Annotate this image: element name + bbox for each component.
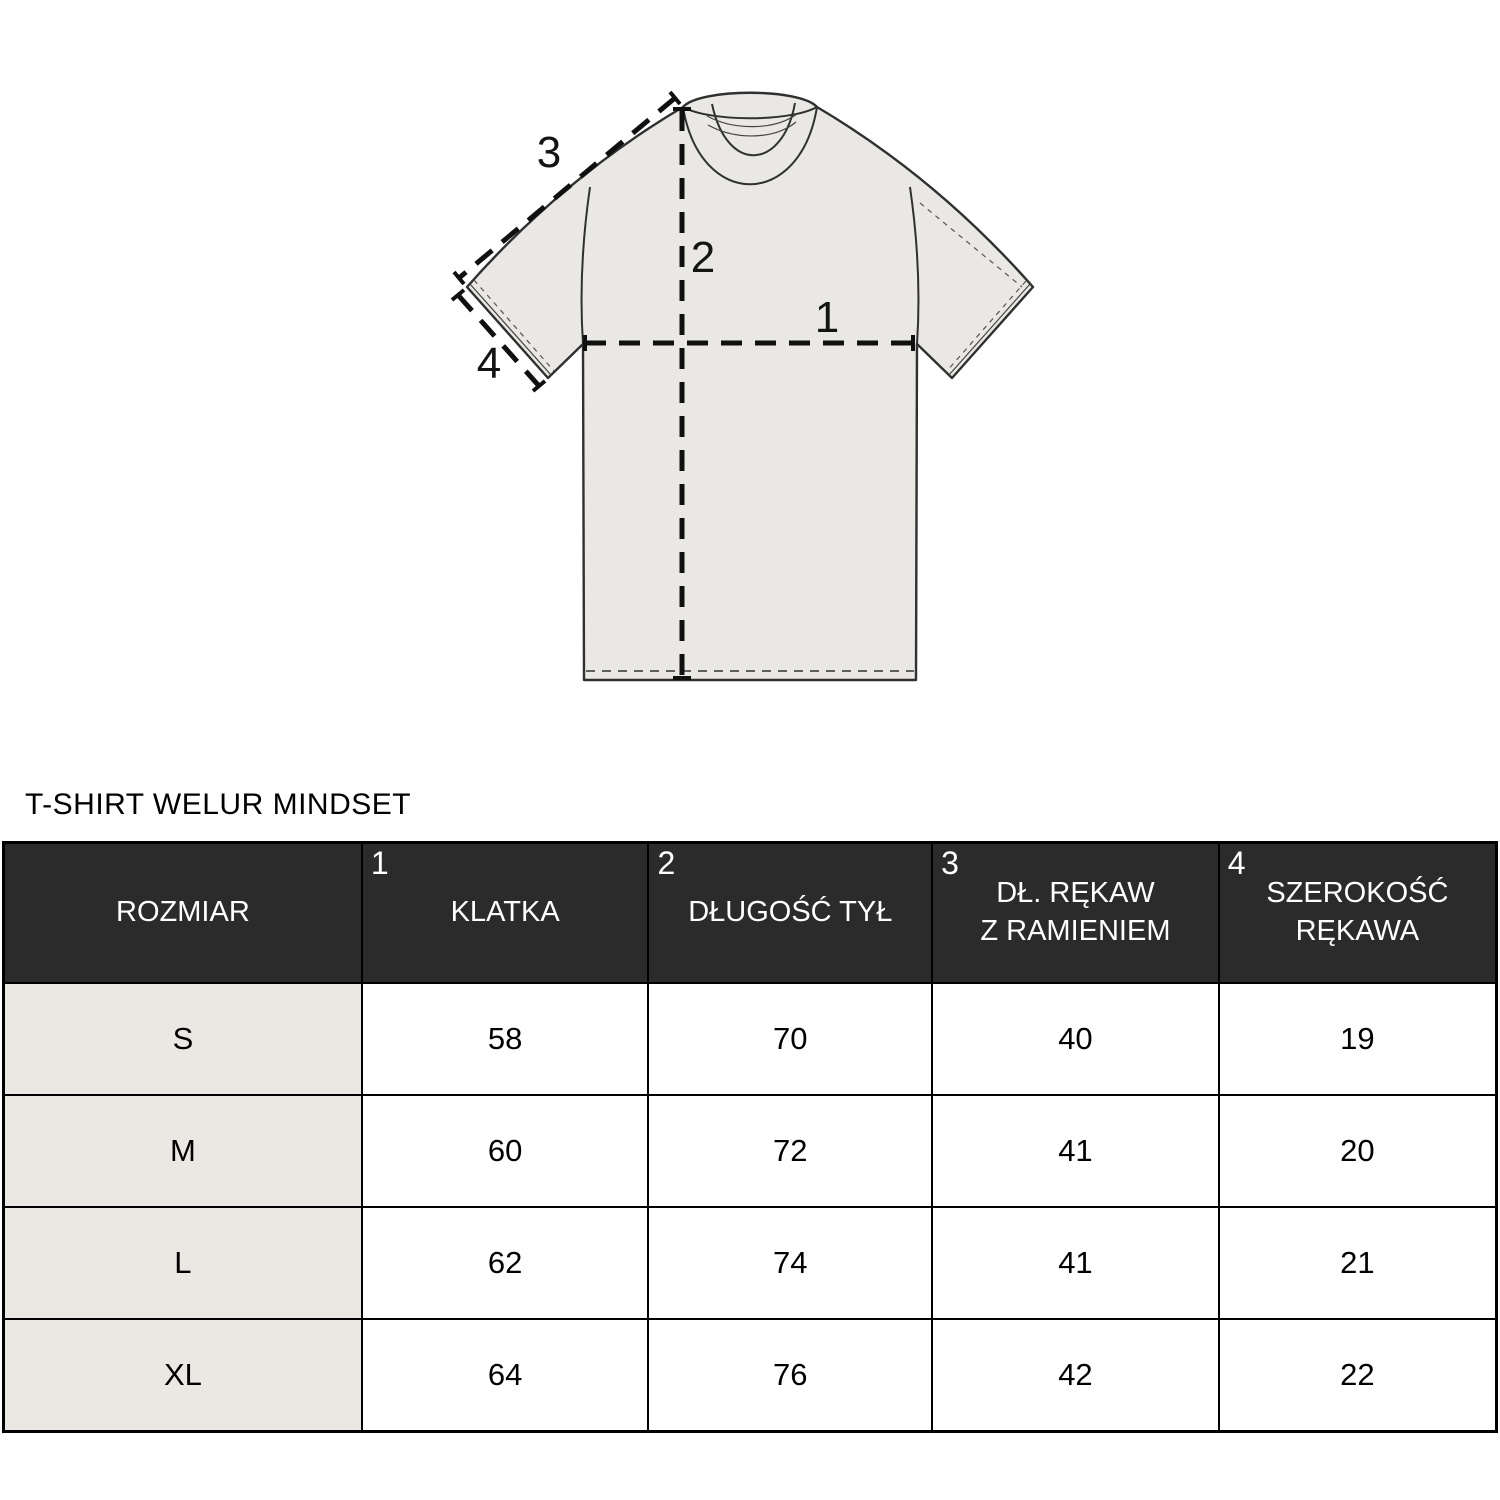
value-cell: 20 (1219, 1095, 1497, 1207)
size-cell: XL (4, 1319, 362, 1432)
dimension-label-2: 2 (690, 233, 716, 282)
value-cell: 22 (1219, 1319, 1497, 1432)
value-cell: 41 (932, 1207, 1219, 1319)
table-row-l (4, 1207, 1497, 1319)
table-row-s (4, 983, 1497, 1095)
value-cell: 40 (932, 983, 1219, 1095)
col-label-line2: Z RAMIENIEM (980, 915, 1171, 947)
col-number: 3 (941, 845, 959, 881)
dimension-label-4: 4 (476, 339, 502, 388)
dimension-label-1: 1 (814, 293, 840, 342)
size-cell: S (4, 983, 362, 1095)
col-header-szerokosc-rekawa (1219, 843, 1497, 984)
col-header-dlugosc-tyl (648, 843, 932, 984)
col-number: 4 (1227, 845, 1246, 881)
value-cell: 42 (932, 1319, 1219, 1432)
value-cell: 60 (362, 1095, 649, 1207)
col-number: 2 (657, 845, 676, 881)
table-row-xl (4, 1319, 1497, 1432)
value-cell: 64 (362, 1319, 649, 1432)
value-cell: 19 (1219, 983, 1497, 1095)
size-table (2, 841, 1498, 1433)
col-header-klatka (362, 843, 649, 984)
value-cell: 41 (932, 1095, 1219, 1207)
value-cell: 62 (362, 1207, 649, 1319)
tshirt-silhouette (467, 93, 1033, 680)
col-label: KLATKA (450, 896, 560, 929)
col-header-rozmiar (4, 843, 362, 984)
header-row (4, 843, 1497, 984)
col-label-line2: RĘKAWA (1295, 915, 1420, 947)
size-cell: M (4, 1095, 362, 1207)
value-cell: 74 (648, 1207, 932, 1319)
value-cell: 58 (362, 983, 649, 1095)
col-label: ROZMIAR (116, 896, 250, 929)
col-label: DŁUGOŚĆ TYŁ (688, 896, 893, 929)
col-label: DŁ. RĘKAW (996, 877, 1155, 910)
col-header-dl-rekaw (932, 843, 1219, 984)
page-title: T-SHIRT WELUR MINDSET (25, 788, 412, 821)
col-number: 1 (370, 845, 389, 881)
dimension-label-3: 3 (536, 128, 562, 177)
col-label: SZEROKOŚĆ (1266, 877, 1449, 910)
table-row-m (4, 1095, 1497, 1207)
value-cell: 70 (648, 983, 932, 1095)
size-cell: L (4, 1207, 362, 1319)
value-cell: 21 (1219, 1207, 1497, 1319)
value-cell: 76 (648, 1319, 932, 1432)
value-cell: 72 (648, 1095, 932, 1207)
